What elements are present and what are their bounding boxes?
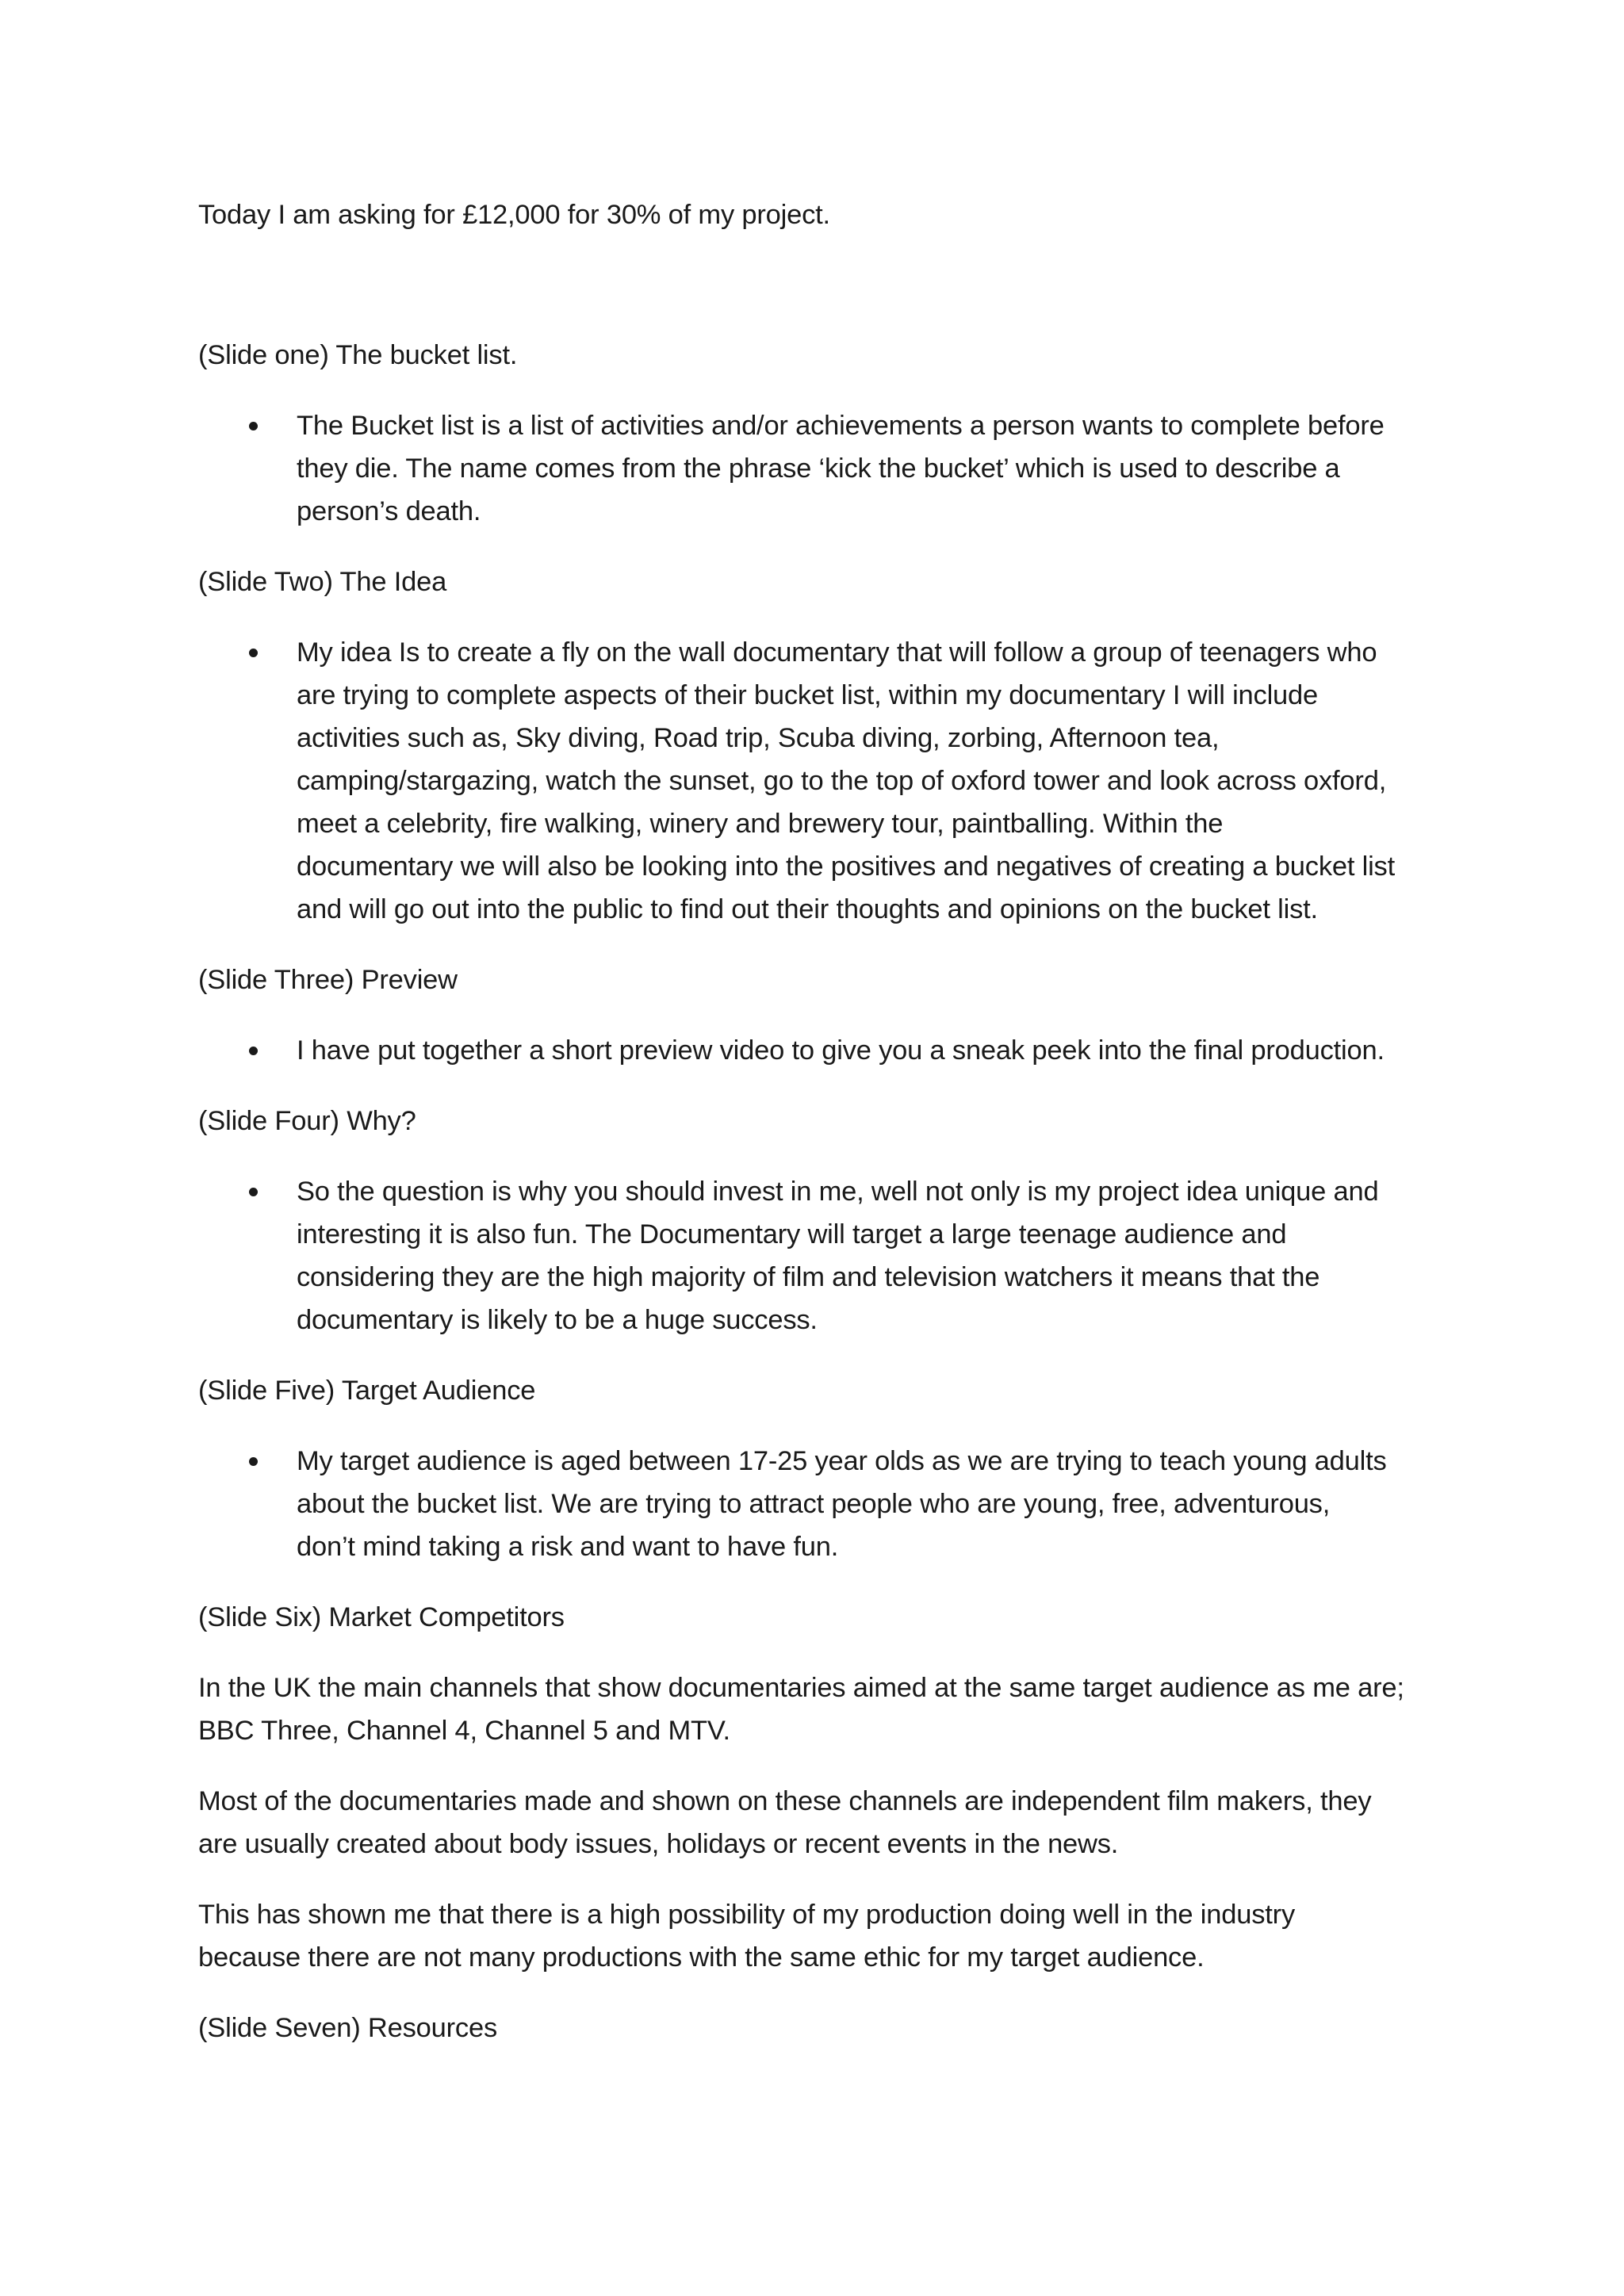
section-heading: (Slide one) The bucket list.: [198, 340, 518, 370]
section-heading: (Slide Three) Preview: [198, 965, 458, 995]
section-heading: (Slide Seven) Resources: [198, 2013, 497, 2043]
bullet-icon: [249, 1047, 258, 1055]
opening-line: Today I am asking for £12,000 for 30% of my project.: [198, 200, 830, 230]
bullet-item: [198, 1029, 1467, 1072]
section-heading: (Slide Four) Why?: [198, 1106, 416, 1136]
section-heading: (Slide Six) Market Competitors: [198, 1602, 565, 1632]
bullet-item: [198, 1440, 1467, 1568]
section-heading: (Slide Two) The Idea: [198, 567, 447, 597]
section-heading: (Slide Five) Target Audience: [198, 1376, 536, 1406]
bullet-text: My target audience is aged between 17-25 year olds as we are trying to teach young adults about the bucket list. We are trying to attract people who are young, free, adventurous, don’t mind taking a risk and want to have fun.: [297, 1446, 1387, 1562]
paragraph: Most of the documentaries made and shown on these channels are independent film makers, they are usually created about body issues, holidays or recent events in the news.: [198, 1786, 1372, 1859]
document-body: [198, 193, 1467, 2049]
paragraph: This has shown me that there is a high possibility of my production doing well in the industry because there are not many productions with the same ethic for my target audience.: [198, 1900, 1295, 1973]
bullet-icon: [249, 1457, 258, 1466]
bullet-text: The Bucket list is a list of activities and/or achievements a person wants to complete before they die. The name comes from the phrase ‘kick the bucket’ which is used to describe a person’s death.: [297, 411, 1385, 526]
bullet-icon: [249, 1188, 258, 1196]
bullet-text: So the question is why you should invest in me, well not only is my project idea unique and interesting it is also fun. The Documentary will target a large teenage audience and considering they are the high majority of film and television watchers it means that the documentary is likely to be a huge success.: [297, 1177, 1379, 1335]
bullet-item: [198, 631, 1467, 931]
bullet-item: [198, 404, 1467, 533]
bullet-icon: [249, 649, 258, 657]
bullet-item: [198, 1170, 1467, 1341]
bullet-text: I have put together a short preview video to give you a sneak peek into the final production.: [297, 1035, 1385, 1066]
paragraph: In the UK the main channels that show documentaries aimed at the same target audience as me are; BBC Three, Channel 4, Channel 5 and MTV.: [198, 1673, 1404, 1746]
bullet-text: My idea Is to create a fly on the wall documentary that will follow a group of teenagers who are trying to complete aspects of their bucket list, within my documentary I will include activities such as, Sky diving, Road trip, Scuba diving, zorbing, Afternoon tea, camping/stargazing, watch the sunset, go to the top of oxford tower and look across oxford, meet a celebrity, fire walking, winery and brewery tour, paintballing. Within the documentary we will also be looking into the positives and negatives of creating a bucket list and will go out into the public to find out their thoughts and opinions on the bucket list.: [297, 637, 1395, 924]
bullet-icon: [249, 422, 258, 430]
